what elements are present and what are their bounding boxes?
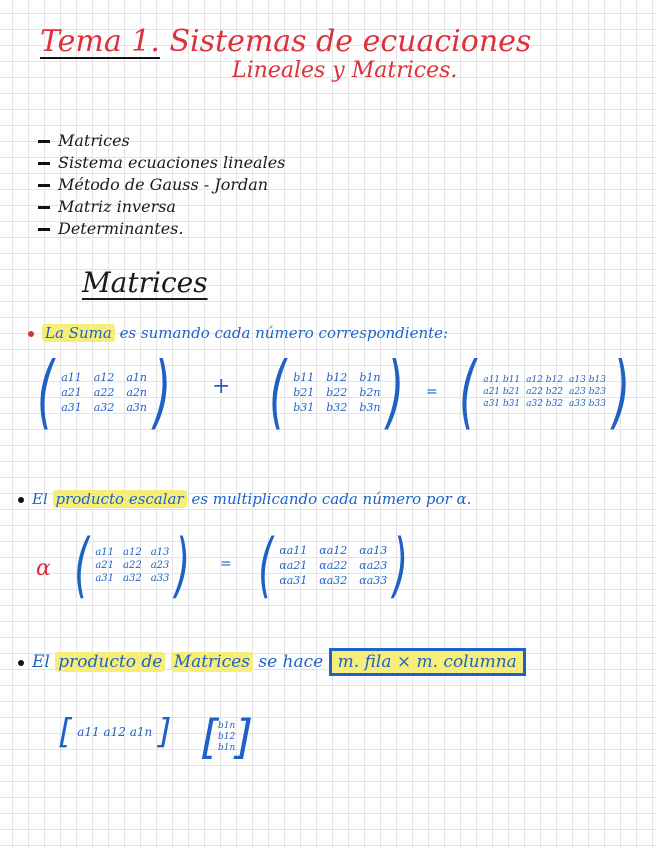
- matrix-scalar-cells: a11 a12 a13 a21 a22 a23 a31 a32 a33: [95, 546, 170, 584]
- equals-operator: =: [426, 384, 438, 400]
- paren-left-icon: (: [37, 345, 55, 438]
- page-title: [40, 24, 531, 59]
- plus-operator: +: [212, 374, 231, 399]
- dash-icon: [38, 184, 50, 187]
- column-vector: [200, 710, 253, 764]
- matrix-scalar-result: [252, 524, 415, 606]
- bracket-right-icon: ]: [158, 712, 172, 752]
- highlight-sum: La Suma: [42, 324, 115, 342]
- dash-icon: [38, 228, 50, 231]
- section-title: Matrices: [82, 266, 208, 299]
- dash-icon: [38, 206, 50, 209]
- highlight-matrices: Matrices: [171, 652, 253, 672]
- title-subtitle: Lineales y Matrices.: [232, 58, 458, 83]
- matrix-b: [262, 345, 412, 438]
- paren-right-icon: ): [175, 524, 191, 606]
- highlight-product: producto de: [55, 652, 165, 672]
- row-vector: [ a11 a12 a1n ]: [58, 712, 172, 752]
- boxed-rule: m. fila × m. columna: [329, 648, 526, 676]
- list-item: Determinantes.: [38, 218, 285, 240]
- bullet-icon: [28, 331, 34, 337]
- bracket-left-icon: [: [200, 710, 218, 764]
- list-item: Sistema ecuaciones lineales: [38, 152, 285, 174]
- bracket-right-icon: ]: [235, 710, 254, 764]
- matrix-scalar: [68, 524, 197, 606]
- equals-operator-scalar: =: [220, 556, 232, 572]
- paren-left-icon: (: [74, 524, 90, 606]
- paren-left-icon: (: [258, 524, 274, 606]
- column-vector-cells: b1n b12 b1n: [217, 720, 236, 753]
- title-rest: Sistemas de ecuaciones: [169, 24, 532, 59]
- list-item: Matrices: [38, 130, 285, 152]
- paren-right-icon: ): [154, 345, 172, 438]
- paren-right-icon: ): [393, 524, 409, 606]
- title-main: Tema 1.: [40, 24, 160, 59]
- list-item: Método de Gauss - Jordan: [38, 174, 285, 196]
- scalar-rule-text: El producto escalar es multiplicando cada número por α.: [18, 490, 471, 508]
- dash-icon: [38, 162, 50, 165]
- paren-left-icon: (: [269, 345, 287, 438]
- highlight-scalar: producto escalar: [53, 490, 187, 508]
- bullet-icon: [18, 497, 24, 503]
- matrix-a-cells: a11 a12 a1n a21 a22 a2n a31 a32 a3n: [61, 370, 147, 414]
- list-item: Matriz inversa: [38, 196, 285, 218]
- matrix-a: [30, 345, 178, 438]
- scalar-alpha: α: [36, 556, 51, 581]
- sum-rule-text: La Suma es sumando cada número correspondiente:: [28, 324, 448, 342]
- paren-left-icon: (: [459, 345, 477, 438]
- product-rule-text: El producto de Matrices se hace m. fila × m. columna: [18, 652, 526, 672]
- bullet-icon: [18, 660, 24, 666]
- matrix-b-cells: b11 b12 b1n b21 b22 b2n b31 b32 b3n: [293, 370, 381, 414]
- matrix-sum-cells: a11 b11 a12 b12 a13 b13 a21 b21 a22 b22 a23 b23 a31 b31 a32 b32 a33 b33: [483, 375, 606, 409]
- topic-list: [38, 130, 285, 240]
- matrix-sum-result: [452, 345, 637, 438]
- paren-right-icon: ): [387, 345, 405, 438]
- dash-icon: [38, 140, 50, 143]
- bracket-left-icon: [: [58, 712, 72, 752]
- matrix-scalar-result-cells: αa11 αa12 αa13 αa21 αa22 αa23 αa31 αa32 αa33: [279, 543, 388, 587]
- paren-right-icon: ): [612, 345, 631, 438]
